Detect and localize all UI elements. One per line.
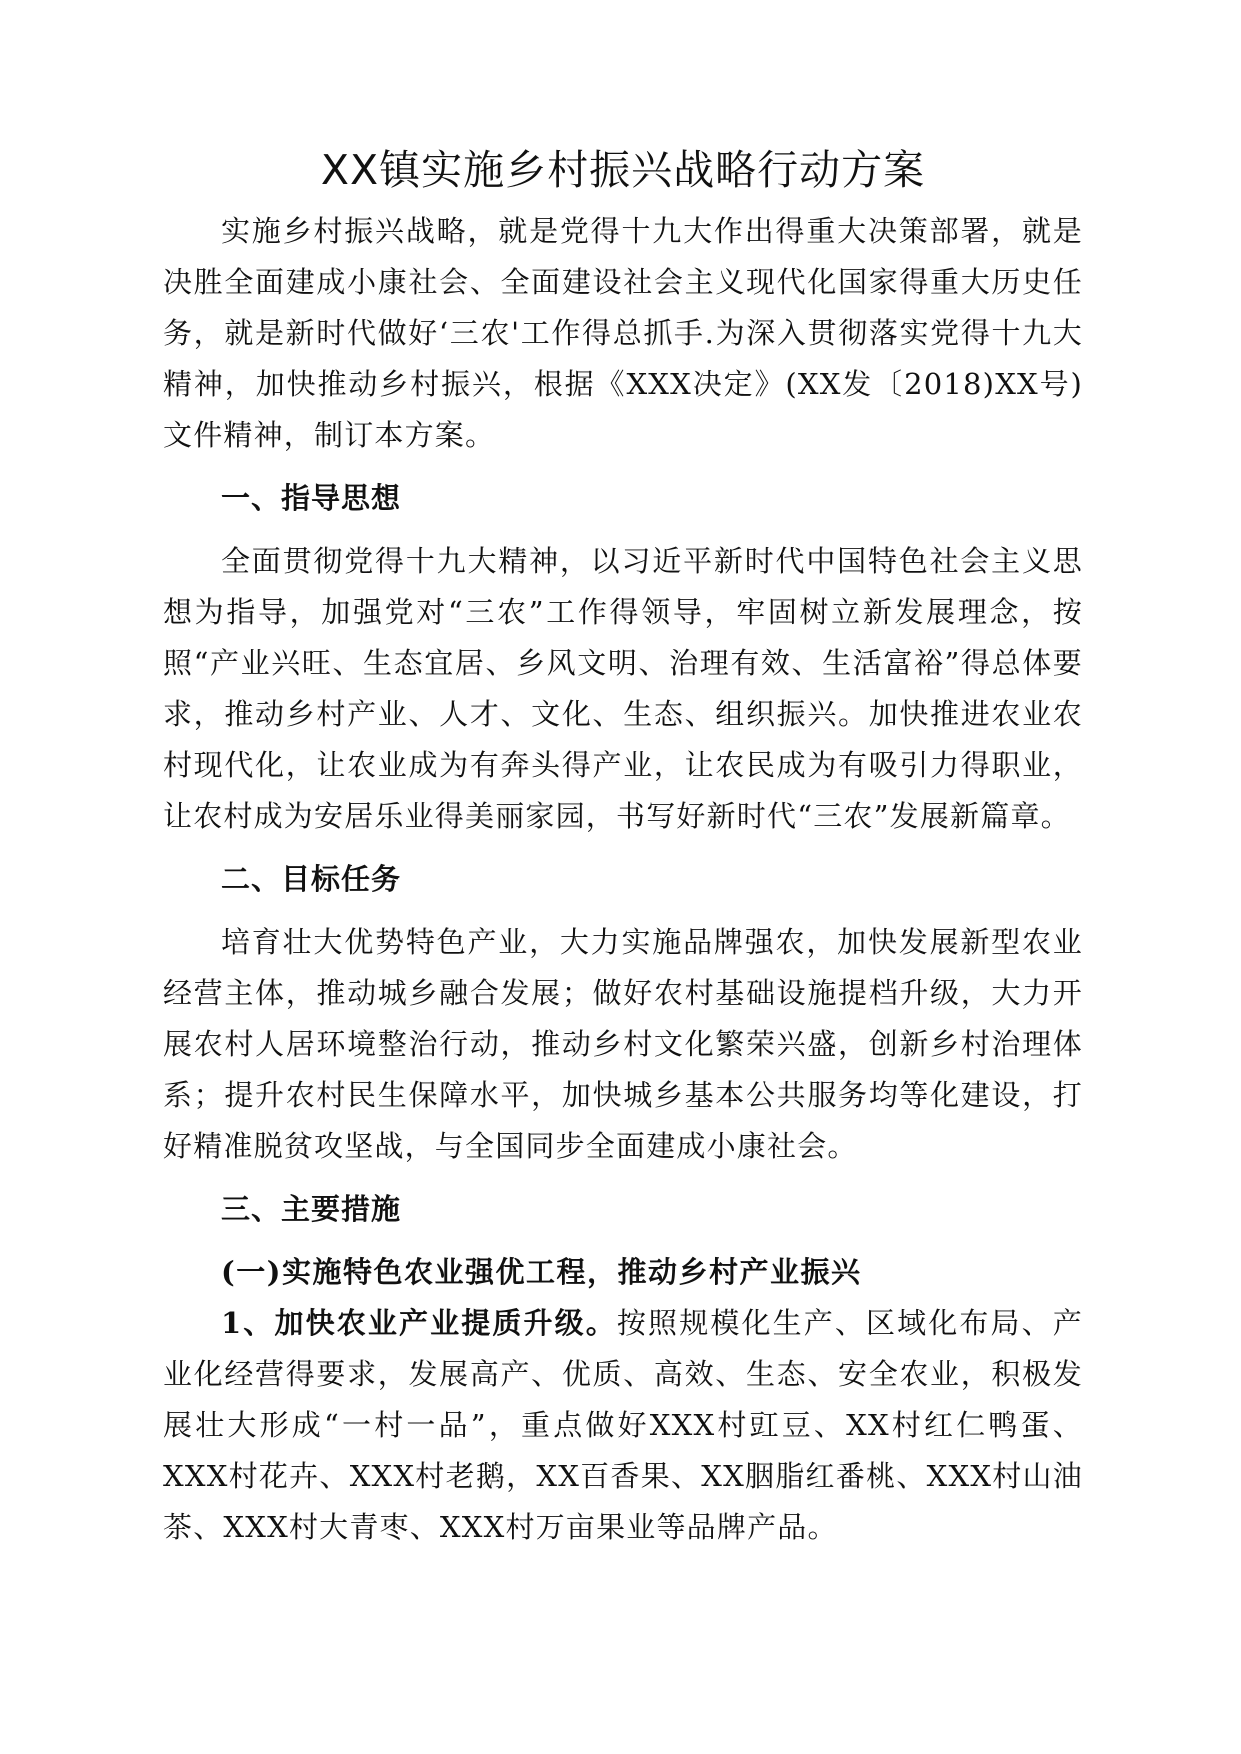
document-body — [163, 140, 1083, 1553]
intro-paragraph: 实施乡村振兴战略，就是党得十九大作出得重大决策部署，就是决胜全面建成小康社会、全面建设社会主义现代化国家得重大历史任务，就是新时代做好‘三农'工作得总抓手.为深入贯彻落实党得十九大精神，加快推动乡村振兴，根据《XXX决定》(XX发〔2018)XX号)文件精神，制订本方案。 — [163, 214, 1083, 452]
document-title: XX镇实施乡村振兴战略行动方案 — [320, 146, 926, 194]
subsection-heading-industry: (一)实施特色农业强优工程，推动乡村产业振兴 — [221, 1255, 862, 1289]
section-body-guiding-thought: 全面贯彻党得十九大精神，以习近平新时代中国特色社会主义思想为指导，加强党对“三农”工作得领导，牢固树立新发展理念，按照“产业兴旺、生态宜居、乡风文明、治理有效、生活富裕”得总体要求，推动乡村产业、人才、文化、生态、组织振兴。加快推进农业农村现代化，让农业成为有奔头得产业，让农民成为有吸引力得职业，让农村成为安居乐业得美丽家园，书写好新时代“三农”发展新篇章。 — [163, 544, 1083, 833]
measure-item-1-body: 按照规模化生产、区域化布局、产业化经营得要求，发展高产、优质、高效、生态、安全农业，积极发展壮大形成“一村一品”，重点做好XXX村豇豆、XX村红仁鸭蛋、XXX村花卉、XXX村老鹅，XX百香果、XX胭脂红番桃、XXX村山油茶、XXX村大青枣、XXX村万亩果业等品牌产品。 — [163, 1306, 1083, 1544]
measure-item-1 — [163, 1298, 1083, 1553]
measure-item-1-lead: 1、加快农业产业提质升级。 — [221, 1306, 617, 1340]
section-heading-goals: 二、目标任务 — [221, 862, 402, 896]
section-body-goals: 培育壮大优势特色产业，大力实施品牌强农，加快发展新型农业经营主体，推动城乡融合发展；做好农村基础设施提档升级，大力开展农村人居环境整治行动，推动乡村文化繁荣兴盛，创新乡村治理体系；提升农村民生保障水平，加快城乡基本公共服务均等化建设，打好精准脱贫攻坚战，与全国同步全面建成小康社会。 — [163, 925, 1083, 1163]
section-heading-guiding-thought: 一、指导思想 — [221, 481, 402, 515]
section-heading-measures: 三、主要措施 — [221, 1192, 402, 1226]
